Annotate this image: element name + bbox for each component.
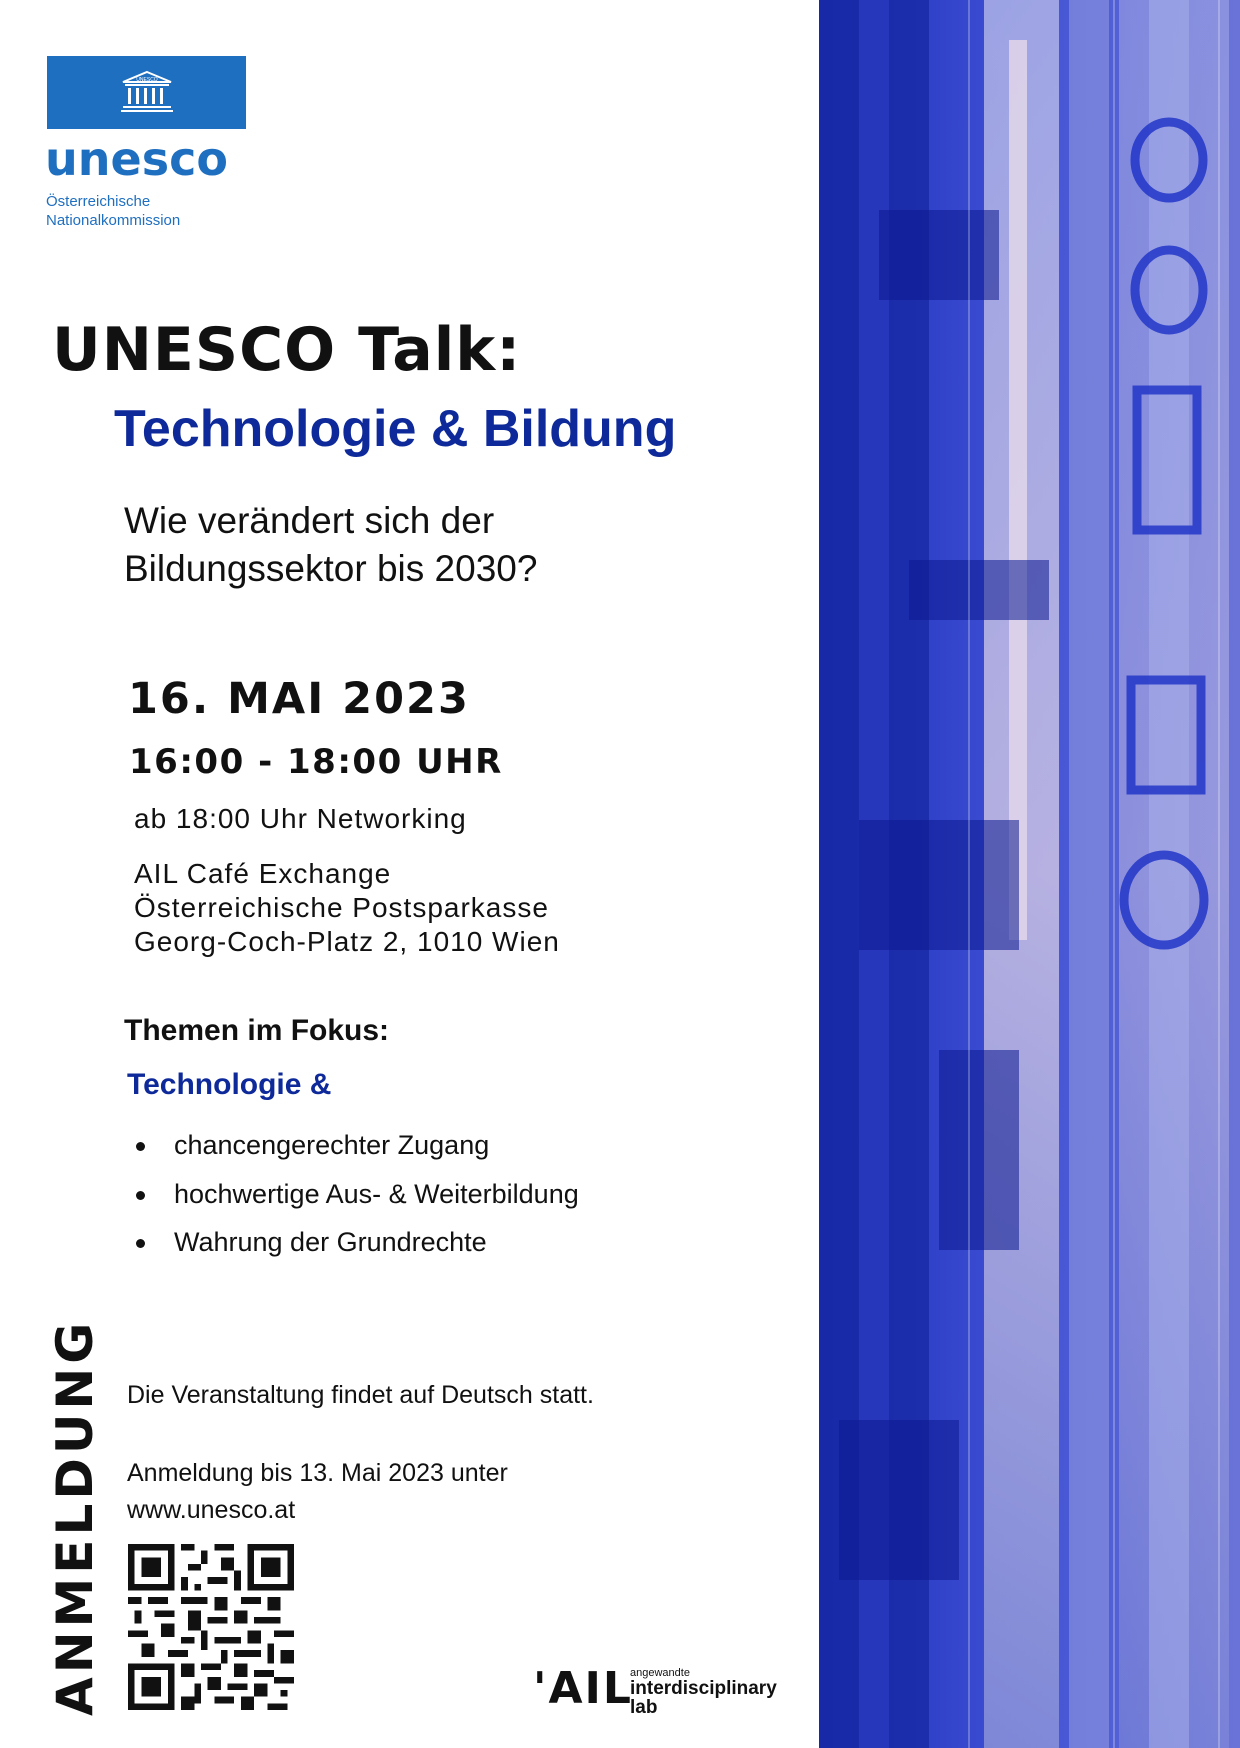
list-item (130, 1218, 579, 1267)
topic-text: hochwertige Aus- & Weiterbildung (174, 1178, 579, 1209)
registration-deadline (127, 1455, 508, 1529)
ail-logo (533, 1663, 777, 1718)
question-line-2: Bildungssektor bis 2030? (124, 548, 538, 589)
registration-vertical-label: ANMELDUNG (46, 1318, 104, 1716)
unesco-logo-box (47, 56, 246, 129)
list-item (130, 1170, 579, 1219)
language-note: Die Veranstaltung findet auf Deutsch statt. (127, 1381, 594, 1409)
qr-code-icon[interactable] (128, 1544, 294, 1710)
commission-line-1: Österreichische (46, 193, 151, 210)
unesco-temple-icon (119, 70, 175, 114)
topics-subheading: Technologie & (127, 1068, 332, 1101)
venue-address (134, 857, 560, 959)
networking-note: ab 18:00 Uhr Networking (134, 803, 467, 834)
commission-line-2: Nationalkommission (46, 212, 181, 229)
bullet-icon (136, 1142, 145, 1151)
topics-heading: Themen im Fokus: (124, 1014, 390, 1047)
deadline-line-1: Anmeldung bis 13. Mai 2023 unter (127, 1459, 508, 1487)
bullet-icon (136, 1239, 145, 1248)
bullet-icon (136, 1191, 145, 1200)
venue-line-3: Georg-Coch-Platz 2, 1010 Wien (134, 926, 560, 957)
unesco-commission-subtitle (46, 192, 180, 230)
venue-line-1: AIL Café Exchange (134, 858, 392, 889)
unesco-wordmark: unesco (45, 132, 228, 186)
topics-list (130, 1121, 579, 1267)
venue-line-2: Österreichische Postsparkasse (134, 892, 549, 923)
ail-line-1: interdisciplinary (630, 1678, 777, 1699)
event-title: UNESCO Talk: (52, 315, 522, 385)
registration-link[interactable]: www.unesco.at (127, 1496, 296, 1524)
ail-mark: 'AIL (533, 1663, 633, 1714)
topic-text: chancengerechter Zugang (174, 1130, 490, 1160)
list-item (130, 1121, 579, 1170)
abstract-artwork-image (819, 0, 1240, 1748)
temple-label: UNESCO (136, 77, 158, 83)
event-date: 16. MAI 2023 (128, 674, 470, 724)
event-subtitle: Technologie & Bildung (114, 400, 677, 458)
ail-line-2: lab (630, 1697, 658, 1718)
event-time: 16:00 - 18:00 UHR (129, 742, 503, 782)
ail-wordmark (630, 1667, 777, 1717)
topic-text: Wahrung der Grundrechte (174, 1227, 487, 1257)
event-question (124, 497, 537, 593)
question-line-1: Wie verändert sich der (124, 500, 495, 541)
ail-small-text: angewandte (630, 1667, 690, 1679)
